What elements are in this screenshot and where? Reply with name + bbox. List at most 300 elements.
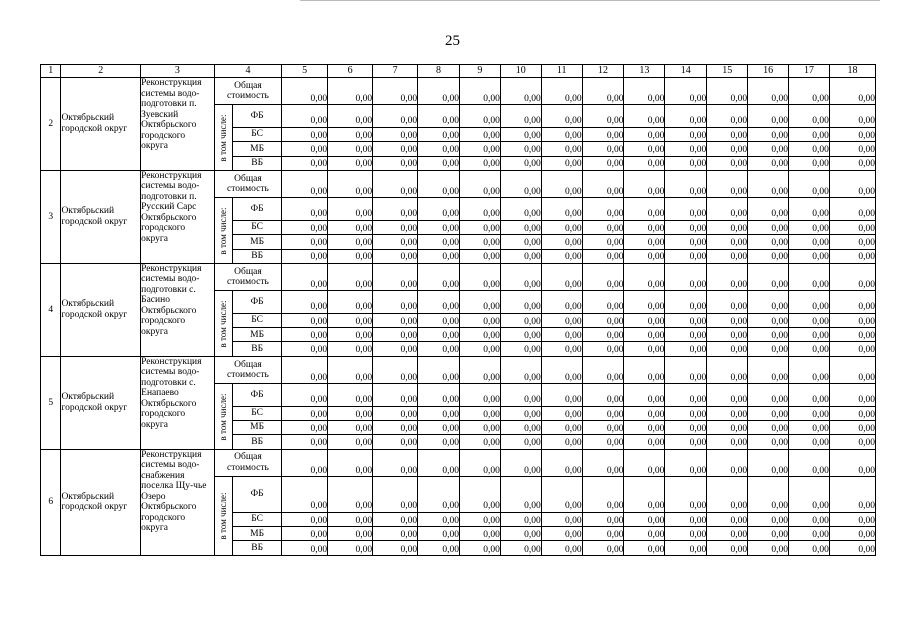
including-label-cell <box>214 198 232 263</box>
value-cell: 0,00 <box>459 142 500 156</box>
value-cell: 0,00 <box>418 156 460 170</box>
value-cell: 0,00 <box>500 313 541 327</box>
value-cell: 0,00 <box>328 449 373 476</box>
value-cell: 0,00 <box>500 170 541 197</box>
value-cell: 0,00 <box>459 477 500 513</box>
territory-name: Октябрьский городской округ <box>61 170 141 263</box>
funding-source-label: МБ <box>233 328 282 342</box>
value-cell: 0,00 <box>665 291 707 313</box>
value-cell: 0,00 <box>829 78 875 105</box>
funding-source-label: МБ <box>233 142 282 156</box>
value-cell: 0,00 <box>500 541 541 556</box>
value-cell: 0,00 <box>282 198 328 220</box>
value-cell: 0,00 <box>500 356 541 383</box>
value-cell: 0,00 <box>459 78 500 105</box>
value-cell: 0,00 <box>373 477 418 513</box>
value-cell: 0,00 <box>328 170 373 197</box>
column-header: 5 <box>282 65 328 78</box>
value-cell: 0,00 <box>500 421 541 435</box>
value-cell: 0,00 <box>665 78 707 105</box>
value-cell: 0,00 <box>541 342 582 356</box>
value-cell: 0,00 <box>418 406 460 420</box>
column-header: 3 <box>141 65 215 78</box>
value-cell: 0,00 <box>328 328 373 342</box>
value-cell: 0,00 <box>418 249 460 263</box>
value-cell: 0,00 <box>582 170 624 197</box>
value-cell: 0,00 <box>829 384 875 406</box>
value-cell: 0,00 <box>328 78 373 105</box>
value-cell: 0,00 <box>829 421 875 435</box>
value-cell: 0,00 <box>789 313 830 327</box>
top-edge-line <box>300 0 880 1</box>
value-cell: 0,00 <box>582 263 624 290</box>
value-cell: 0,00 <box>582 291 624 313</box>
value-cell: 0,00 <box>500 328 541 342</box>
value-cell: 0,00 <box>748 406 789 420</box>
value-cell: 0,00 <box>665 220 707 234</box>
value-cell: 0,00 <box>707 220 748 234</box>
row-number: 2 <box>41 78 61 171</box>
value-cell: 0,00 <box>789 198 830 220</box>
table-row <box>41 263 876 290</box>
funding-source-label: ФБ <box>233 291 282 313</box>
value-cell: 0,00 <box>541 384 582 406</box>
value-cell: 0,00 <box>665 142 707 156</box>
value-cell: 0,00 <box>541 328 582 342</box>
value-cell: 0,00 <box>418 541 460 556</box>
value-cell: 0,00 <box>707 235 748 249</box>
value-cell: 0,00 <box>373 291 418 313</box>
value-cell: 0,00 <box>459 449 500 476</box>
value-cell: 0,00 <box>829 105 875 127</box>
value-cell: 0,00 <box>748 291 789 313</box>
value-cell: 0,00 <box>500 156 541 170</box>
value-cell: 0,00 <box>373 249 418 263</box>
value-cell: 0,00 <box>748 313 789 327</box>
value-cell: 0,00 <box>582 198 624 220</box>
value-cell: 0,00 <box>829 356 875 383</box>
value-cell: 0,00 <box>282 328 328 342</box>
territory-name: Октябрьский городской округ <box>61 78 141 171</box>
value-cell: 0,00 <box>459 263 500 290</box>
value-cell: 0,00 <box>748 449 789 476</box>
value-cell: 0,00 <box>748 477 789 513</box>
column-header: 17 <box>789 65 830 78</box>
value-cell: 0,00 <box>282 421 328 435</box>
value-cell: 0,00 <box>541 435 582 449</box>
value-cell: 0,00 <box>789 342 830 356</box>
value-cell: 0,00 <box>282 249 328 263</box>
value-cell: 0,00 <box>789 527 830 541</box>
value-cell: 0,00 <box>829 342 875 356</box>
value-cell: 0,00 <box>282 435 328 449</box>
territory-name: Октябрьский городской округ <box>61 449 141 555</box>
value-cell: 0,00 <box>328 142 373 156</box>
value-cell: 0,00 <box>459 249 500 263</box>
column-header: 11 <box>541 65 582 78</box>
value-cell: 0,00 <box>500 198 541 220</box>
value-cell: 0,00 <box>541 220 582 234</box>
value-cell: 0,00 <box>500 105 541 127</box>
value-cell: 0,00 <box>829 198 875 220</box>
value-cell: 0,00 <box>282 449 328 476</box>
value-cell: 0,00 <box>707 105 748 127</box>
value-cell: 0,00 <box>500 220 541 234</box>
value-cell: 0,00 <box>418 127 460 141</box>
value-cell: 0,00 <box>541 313 582 327</box>
value-cell: 0,00 <box>624 105 665 127</box>
value-cell: 0,00 <box>707 142 748 156</box>
funding-source-label: ВБ <box>233 541 282 556</box>
value-cell: 0,00 <box>707 170 748 197</box>
value-cell: 0,00 <box>582 105 624 127</box>
value-cell: 0,00 <box>624 220 665 234</box>
value-cell: 0,00 <box>459 156 500 170</box>
value-cell: 0,00 <box>665 342 707 356</box>
value-cell: 0,00 <box>624 541 665 556</box>
value-cell: 0,00 <box>373 263 418 290</box>
value-cell: 0,00 <box>829 435 875 449</box>
value-cell: 0,00 <box>328 291 373 313</box>
value-cell: 0,00 <box>707 156 748 170</box>
value-cell: 0,00 <box>665 328 707 342</box>
value-cell: 0,00 <box>328 512 373 526</box>
column-header: 13 <box>624 65 665 78</box>
value-cell: 0,00 <box>328 421 373 435</box>
value-cell: 0,00 <box>665 198 707 220</box>
territory-name: Октябрьский городской округ <box>61 263 141 356</box>
value-cell: 0,00 <box>624 406 665 420</box>
value-cell: 0,00 <box>373 105 418 127</box>
value-cell: 0,00 <box>624 421 665 435</box>
value-cell: 0,00 <box>665 406 707 420</box>
value-cell: 0,00 <box>328 356 373 383</box>
funding-source-label: МБ <box>233 421 282 435</box>
value-cell: 0,00 <box>328 313 373 327</box>
value-cell: 0,00 <box>328 342 373 356</box>
value-cell: 0,00 <box>624 512 665 526</box>
column-header: 9 <box>459 65 500 78</box>
value-cell: 0,00 <box>282 170 328 197</box>
funding-source-label: ВБ <box>233 435 282 449</box>
value-cell: 0,00 <box>500 235 541 249</box>
value-cell: 0,00 <box>624 313 665 327</box>
value-cell: 0,00 <box>373 235 418 249</box>
total-cost-label: Общая стоимость <box>214 356 281 383</box>
value-cell: 0,00 <box>500 435 541 449</box>
value-cell: 0,00 <box>500 249 541 263</box>
value-cell: 0,00 <box>500 406 541 420</box>
value-cell: 0,00 <box>582 313 624 327</box>
value-cell: 0,00 <box>624 127 665 141</box>
value-cell: 0,00 <box>459 435 500 449</box>
value-cell: 0,00 <box>748 435 789 449</box>
value-cell: 0,00 <box>418 356 460 383</box>
value-cell: 0,00 <box>541 512 582 526</box>
value-cell: 0,00 <box>418 235 460 249</box>
value-cell: 0,00 <box>624 477 665 513</box>
value-cell: 0,00 <box>541 127 582 141</box>
including-label: в том числе: <box>218 300 229 348</box>
value-cell: 0,00 <box>748 156 789 170</box>
value-cell: 0,00 <box>373 156 418 170</box>
value-cell: 0,00 <box>789 541 830 556</box>
value-cell: 0,00 <box>582 477 624 513</box>
value-cell: 0,00 <box>373 198 418 220</box>
value-cell: 0,00 <box>665 127 707 141</box>
value-cell: 0,00 <box>328 220 373 234</box>
funding-source-label: ФБ <box>233 198 282 220</box>
value-cell: 0,00 <box>418 170 460 197</box>
value-cell: 0,00 <box>829 249 875 263</box>
value-cell: 0,00 <box>624 356 665 383</box>
value-cell: 0,00 <box>282 78 328 105</box>
value-cell: 0,00 <box>328 477 373 513</box>
column-header: 18 <box>829 65 875 78</box>
value-cell: 0,00 <box>500 127 541 141</box>
value-cell: 0,00 <box>282 477 328 513</box>
value-cell: 0,00 <box>665 170 707 197</box>
value-cell: 0,00 <box>328 541 373 556</box>
value-cell: 0,00 <box>789 142 830 156</box>
value-cell: 0,00 <box>541 477 582 513</box>
value-cell: 0,00 <box>418 477 460 513</box>
value-cell: 0,00 <box>748 105 789 127</box>
value-cell: 0,00 <box>500 142 541 156</box>
column-header: 4 <box>214 65 281 78</box>
value-cell: 0,00 <box>829 170 875 197</box>
value-cell: 0,00 <box>789 249 830 263</box>
value-cell: 0,00 <box>707 421 748 435</box>
value-cell: 0,00 <box>707 127 748 141</box>
value-cell: 0,00 <box>624 449 665 476</box>
value-cell: 0,00 <box>665 512 707 526</box>
value-cell: 0,00 <box>665 541 707 556</box>
value-cell: 0,00 <box>582 78 624 105</box>
value-cell: 0,00 <box>665 156 707 170</box>
value-cell: 0,00 <box>282 127 328 141</box>
value-cell: 0,00 <box>373 220 418 234</box>
value-cell: 0,00 <box>748 249 789 263</box>
value-cell: 0,00 <box>748 127 789 141</box>
funding-source-label: МБ <box>233 527 282 541</box>
value-cell: 0,00 <box>373 435 418 449</box>
value-cell: 0,00 <box>418 328 460 342</box>
value-cell: 0,00 <box>748 235 789 249</box>
column-header: 16 <box>748 65 789 78</box>
value-cell: 0,00 <box>373 541 418 556</box>
value-cell: 0,00 <box>418 449 460 476</box>
funding-source-label: ФБ <box>233 384 282 406</box>
value-cell: 0,00 <box>373 170 418 197</box>
value-cell: 0,00 <box>748 78 789 105</box>
value-cell: 0,00 <box>282 356 328 383</box>
row-number: 6 <box>41 449 61 555</box>
value-cell: 0,00 <box>459 291 500 313</box>
value-cell: 0,00 <box>789 220 830 234</box>
value-cell: 0,00 <box>665 384 707 406</box>
funding-source-label: ВБ <box>233 156 282 170</box>
value-cell: 0,00 <box>789 328 830 342</box>
value-cell: 0,00 <box>328 435 373 449</box>
total-cost-label: Общая стоимость <box>214 170 281 197</box>
value-cell: 0,00 <box>459 220 500 234</box>
including-label: в том числе: <box>218 393 229 440</box>
value-cell: 0,00 <box>829 527 875 541</box>
value-cell: 0,00 <box>373 142 418 156</box>
including-label-cell <box>214 105 232 170</box>
value-cell: 0,00 <box>500 384 541 406</box>
row-number: 5 <box>41 356 61 449</box>
value-cell: 0,00 <box>624 235 665 249</box>
value-cell: 0,00 <box>789 512 830 526</box>
value-cell: 0,00 <box>582 249 624 263</box>
table-row <box>41 449 876 476</box>
project-name: Реконструкция системы водо-подготовки п. Зуевский Октябрьского городского округа <box>141 78 215 171</box>
value-cell: 0,00 <box>541 356 582 383</box>
value-cell: 0,00 <box>418 105 460 127</box>
value-cell: 0,00 <box>582 328 624 342</box>
value-cell: 0,00 <box>829 406 875 420</box>
value-cell: 0,00 <box>748 356 789 383</box>
value-cell: 0,00 <box>624 78 665 105</box>
value-cell: 0,00 <box>459 356 500 383</box>
value-cell: 0,00 <box>665 249 707 263</box>
value-cell: 0,00 <box>373 342 418 356</box>
value-cell: 0,00 <box>748 198 789 220</box>
value-cell: 0,00 <box>707 328 748 342</box>
value-cell: 0,00 <box>582 356 624 383</box>
value-cell: 0,00 <box>282 527 328 541</box>
value-cell: 0,00 <box>328 105 373 127</box>
value-cell: 0,00 <box>707 342 748 356</box>
value-cell: 0,00 <box>582 527 624 541</box>
value-cell: 0,00 <box>282 291 328 313</box>
value-cell: 0,00 <box>418 527 460 541</box>
value-cell: 0,00 <box>418 342 460 356</box>
including-label-cell <box>214 291 232 356</box>
value-cell: 0,00 <box>829 220 875 234</box>
value-cell: 0,00 <box>541 156 582 170</box>
value-cell: 0,00 <box>665 313 707 327</box>
value-cell: 0,00 <box>789 170 830 197</box>
value-cell: 0,00 <box>829 541 875 556</box>
value-cell: 0,00 <box>500 291 541 313</box>
value-cell: 0,00 <box>459 127 500 141</box>
value-cell: 0,00 <box>582 435 624 449</box>
value-cell: 0,00 <box>328 198 373 220</box>
value-cell: 0,00 <box>707 449 748 476</box>
value-cell: 0,00 <box>624 198 665 220</box>
value-cell: 0,00 <box>373 78 418 105</box>
value-cell: 0,00 <box>707 477 748 513</box>
value-cell: 0,00 <box>459 421 500 435</box>
funding-source-label: БС <box>233 127 282 141</box>
including-label: в том числе: <box>218 492 229 540</box>
value-cell: 0,00 <box>500 342 541 356</box>
value-cell: 0,00 <box>707 356 748 383</box>
value-cell: 0,00 <box>418 384 460 406</box>
value-cell: 0,00 <box>789 263 830 290</box>
value-cell: 0,00 <box>624 328 665 342</box>
value-cell: 0,00 <box>624 527 665 541</box>
value-cell: 0,00 <box>282 313 328 327</box>
value-cell: 0,00 <box>582 421 624 435</box>
value-cell: 0,00 <box>582 127 624 141</box>
project-name: Реконструкция системы водо-подготовки п. Русский Сарс Октябрьского городского округа <box>141 170 215 263</box>
value-cell: 0,00 <box>707 512 748 526</box>
value-cell: 0,00 <box>789 477 830 513</box>
column-header: 10 <box>500 65 541 78</box>
value-cell: 0,00 <box>829 512 875 526</box>
value-cell: 0,00 <box>748 220 789 234</box>
value-cell: 0,00 <box>373 356 418 383</box>
value-cell: 0,00 <box>459 512 500 526</box>
value-cell: 0,00 <box>328 406 373 420</box>
value-cell: 0,00 <box>748 342 789 356</box>
value-cell: 0,00 <box>582 235 624 249</box>
value-cell: 0,00 <box>829 328 875 342</box>
value-cell: 0,00 <box>418 313 460 327</box>
value-cell: 0,00 <box>500 477 541 513</box>
value-cell: 0,00 <box>665 477 707 513</box>
value-cell: 0,00 <box>789 78 830 105</box>
value-cell: 0,00 <box>789 421 830 435</box>
total-cost-label: Общая стоимость <box>214 263 281 290</box>
value-cell: 0,00 <box>829 142 875 156</box>
value-cell: 0,00 <box>707 384 748 406</box>
value-cell: 0,00 <box>789 384 830 406</box>
value-cell: 0,00 <box>582 512 624 526</box>
value-cell: 0,00 <box>541 142 582 156</box>
total-cost-label: Общая стоимость <box>214 449 281 476</box>
value-cell: 0,00 <box>541 541 582 556</box>
value-cell: 0,00 <box>541 527 582 541</box>
value-cell: 0,00 <box>500 263 541 290</box>
value-cell: 0,00 <box>665 263 707 290</box>
including-label-cell <box>214 477 232 556</box>
value-cell: 0,00 <box>282 384 328 406</box>
value-cell: 0,00 <box>541 235 582 249</box>
value-cell: 0,00 <box>541 198 582 220</box>
value-cell: 0,00 <box>541 105 582 127</box>
value-cell: 0,00 <box>748 263 789 290</box>
table-row <box>41 170 876 197</box>
value-cell: 0,00 <box>748 421 789 435</box>
value-cell: 0,00 <box>707 435 748 449</box>
value-cell: 0,00 <box>789 356 830 383</box>
value-cell: 0,00 <box>707 406 748 420</box>
value-cell: 0,00 <box>707 249 748 263</box>
value-cell: 0,00 <box>829 263 875 290</box>
value-cell: 0,00 <box>373 406 418 420</box>
value-cell: 0,00 <box>282 156 328 170</box>
table-row <box>41 356 876 383</box>
value-cell: 0,00 <box>418 435 460 449</box>
value-cell: 0,00 <box>418 198 460 220</box>
value-cell: 0,00 <box>829 477 875 513</box>
funding-source-label: БС <box>233 220 282 234</box>
column-header: 7 <box>373 65 418 78</box>
value-cell: 0,00 <box>500 527 541 541</box>
project-name: Реконструкция системы водо-снабжения поселка Щу-чье Озеро Октябрьского городского округа <box>141 449 215 555</box>
value-cell: 0,00 <box>829 235 875 249</box>
value-cell: 0,00 <box>418 78 460 105</box>
funding-source-label: БС <box>233 313 282 327</box>
value-cell: 0,00 <box>541 421 582 435</box>
value-cell: 0,00 <box>328 527 373 541</box>
value-cell: 0,00 <box>829 291 875 313</box>
